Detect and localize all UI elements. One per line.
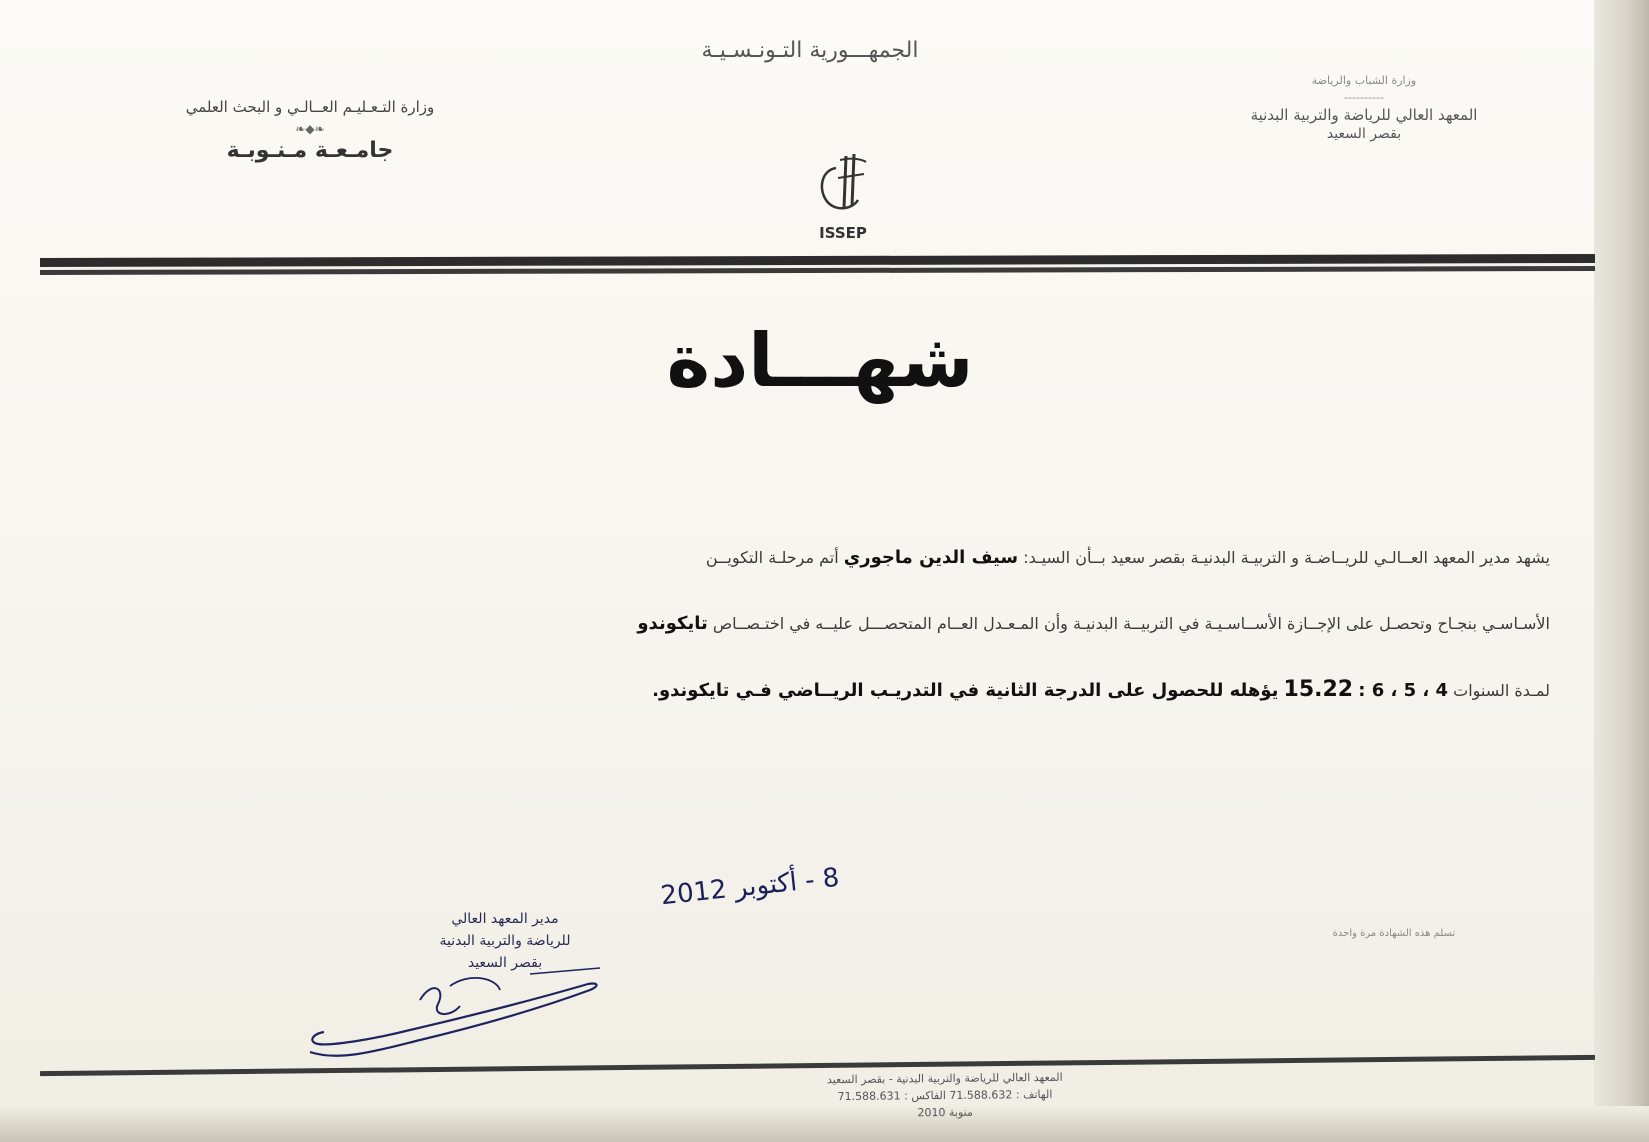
- ministry-left-name: وزارة التـعـليـم العــالـي و البحث العلمي: [185, 98, 435, 116]
- footer-line-3: منوبة 2010: [917, 1105, 973, 1120]
- director-line-1: مدير المعهد العالي: [451, 911, 559, 927]
- ministry-left-header: [120, 98, 500, 163]
- director-line-2: للرياضة والتربية البدنية: [439, 933, 571, 949]
- certificate-body: [100, 525, 1550, 724]
- body-line-2-text: الأسـاسـي بنجـاح وتحصـل على الإجــازة الأســاسـيـة في التربيــة البدنيـة وأن المـعـدل العــام المتحصـــل عليــه في اختـصــاص: [712, 614, 1550, 633]
- university-name: جامـعـة مـنـوبـة: [226, 138, 394, 163]
- recipient-name: سيف الدين ماجوري: [843, 547, 1019, 568]
- institute-right-header: [1174, 74, 1554, 142]
- issue-date: 8 - أكتوبر 2012: [659, 862, 841, 912]
- body-line-3: [100, 657, 1550, 724]
- footer-line-2: الهاتف : 71.588.632 الفاكس : 71.588.631: [837, 1087, 1053, 1104]
- certificate-title: شهـــادة: [666, 318, 974, 404]
- final-grade: 15.22: [1283, 677, 1354, 702]
- body-line-1: [100, 525, 1550, 591]
- ornament-icon: ❧◆❧: [295, 122, 325, 136]
- ministry-right-separator: ----------: [1344, 91, 1384, 104]
- body-line-1-suffix: أتم مرحلـة التكويــن: [705, 548, 839, 567]
- page-edge-right: [1594, 0, 1649, 1142]
- specialty: تايكوندو: [637, 613, 708, 634]
- body-line-3-prefix: لمـدة السنوات: [1453, 681, 1550, 700]
- issuance-note: تسلم هذه الشهادة مرة واحدة: [1332, 928, 1456, 939]
- ministry-right-name: وزارة الشباب والرياضة: [1311, 74, 1417, 87]
- footer-line-1: المعهد العالي للرياضة والتربية البدنية - بقصر السعيد: [826, 1070, 1063, 1087]
- body-line-3-suffix: يؤهله للحصول على الدرجة الثانية في التدريـب الريــاضي فـي تايكوندو.: [652, 680, 1279, 701]
- director-signature-icon: [300, 960, 630, 1070]
- body-line-2: [100, 591, 1550, 657]
- institute-city: بقصر السعيد: [1326, 126, 1402, 142]
- logo-text: ISSEP: [819, 224, 867, 242]
- years-of-study: 4 ، 5 ، 6 :: [1358, 680, 1449, 701]
- issep-logo-icon: [808, 148, 878, 248]
- director-line-3: بقصر السعيد: [467, 955, 543, 971]
- body-line-1-prefix: يشهد مدير المعهد العــالـي للريــاضـة و التربيـة البدنيـة بقصر سعيد بــأن السيـد:: [1023, 548, 1550, 567]
- republic-heading: الجمهـــورية التـونـسـيـة: [701, 38, 919, 63]
- institute-name: المعهد العالي للرياضة والتربية البدنية: [1250, 106, 1478, 124]
